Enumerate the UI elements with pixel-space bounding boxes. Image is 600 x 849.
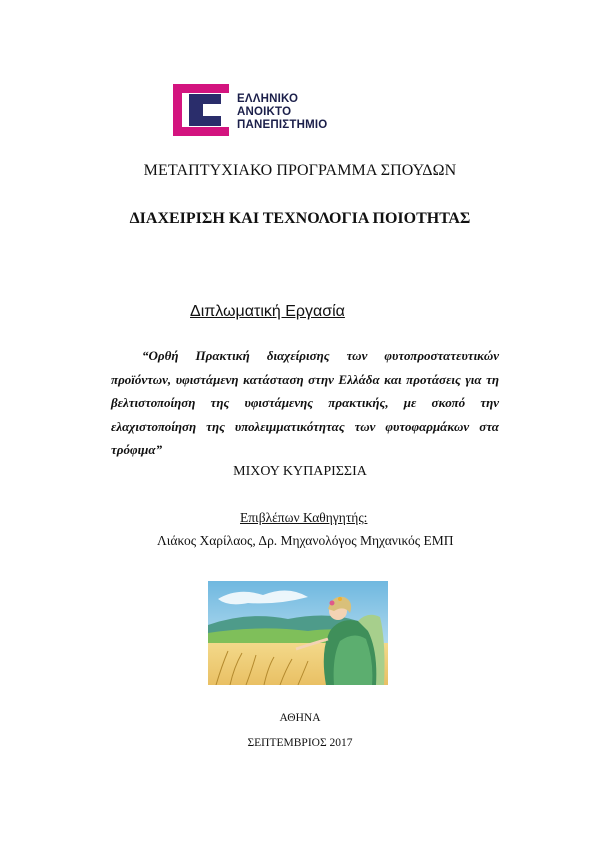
logo-line-3: ΠΑΝΕΠΙΣΤΗΜΙΟ <box>237 119 328 131</box>
thesis-type-heading: Διπλωματική Εργασία <box>190 303 345 320</box>
program-heading: ΜΕΤΑΠΤΥΧΙΑΚΟ ΠΡΟΓΡΑΜΜΑ ΣΠΟΥΔΩΝ <box>143 162 457 179</box>
date: ΣΕΠΤΕΜΒΡΙΟΣ 2017 <box>247 737 353 749</box>
supervisor-label: Επιβλέπων Καθηγητής: <box>240 510 368 525</box>
logo-white-notch <box>203 104 229 116</box>
supervisor-name: Λιάκος Χαρίλαος, Δρ. Μηχανολόγος Μηχανικός ΕΜΠ <box>157 533 454 548</box>
thesis-title: “Ορθή Πρακτική διαχείρισης των φυτοπροστατευτικών προϊόντων, υφιστάμενη κατάσταση στην Ελλάδα και προτάσεις για τη βελτιστοποίηση της υφιστάμενης πρακτικής, με σκοπό την ελαχιστοποίηση της υπολειμματικότητας των φυτοφαρμάκων στα τρόφιμα” <box>111 348 499 457</box>
author-name: ΜΙΧΟΥ ΚΥΠΑΡΙΣΣΙΑ <box>233 464 367 479</box>
specialization-heading: ΔΙΑΧΕΙΡΙΣΗ ΚΑΙ ΤΕΧΝΟΛΟΓΙΑ ΠΟΙΟΤΗΤΑΣ <box>129 210 471 227</box>
logo-line-1: ΕΛΛΗΝΙΚΟ <box>237 93 299 105</box>
city: ΑΘΗΝΑ <box>279 712 321 724</box>
logo-line-2: ΑΝΟΙΚΤΟ <box>237 106 292 118</box>
harvest-goddess-illustration <box>208 581 388 685</box>
university-name <box>237 93 327 132</box>
